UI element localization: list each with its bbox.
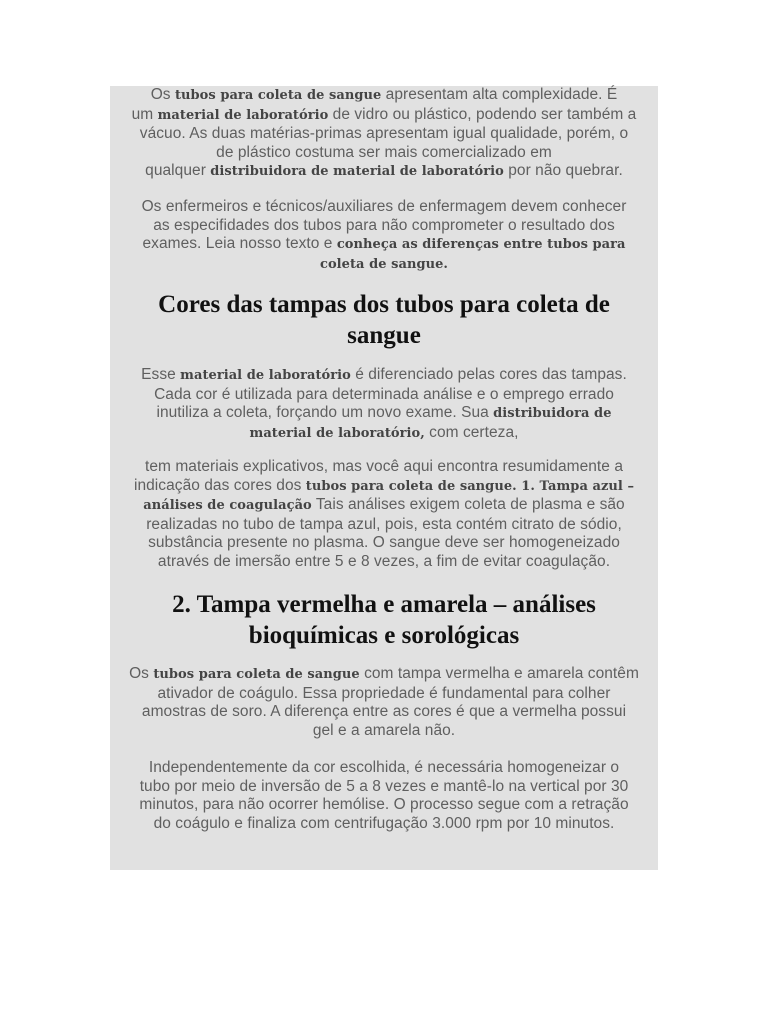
heading-line: sangue	[347, 322, 421, 349]
tampa-vermelha-paragraph	[111, 665, 657, 740]
text-run: tubo por meio de inversão de 5 a 8 vezes e mantê-lo na vertical por 30	[139, 777, 629, 795]
text-run: por não quebrar.	[503, 162, 623, 179]
text-run: inutiliza a coleta, forçando um novo exame. Sua	[156, 404, 494, 421]
bold-term: distribuidora de material de laboratório	[210, 164, 504, 179]
bold-term: distribuidora de	[493, 406, 612, 421]
text-run: ativador de coágulo. Essa propriedade é fundamental para colher	[157, 684, 611, 702]
text-run: qualquer	[145, 162, 211, 179]
text-run: Independentemente da cor escolhida, é necessária homogeneizar o	[148, 759, 620, 776]
text-run: realizadas no tubo de tampa azul, pois, esta contém citrato de sódio,	[146, 515, 622, 533]
cores-paragraph	[111, 366, 657, 443]
text-run: substância presente no plasma. O sangue deve ser homogeneizado	[148, 534, 620, 551]
bold-term: tubos para coleta de sangue	[174, 88, 382, 103]
text-run: Cada cor é utilizada para determinada análise e o emprego errado	[154, 385, 614, 403]
text-run: apresentam alta complexidade. É	[381, 86, 618, 103]
nursing-paragraph	[111, 198, 657, 274]
bold-term: análises de coagulação	[143, 498, 312, 513]
text-run: com certeza,	[424, 423, 519, 441]
section-heading-cores	[111, 289, 657, 351]
heading-line: Cores das tampas dos tubos para coleta de	[158, 291, 610, 318]
text-run: gel e a amarela não.	[312, 721, 456, 739]
bold-term: conheça as diferenças entre tubos para	[336, 237, 626, 252]
bold-term: material de laboratório	[157, 107, 329, 123]
bold-term: tubos para coleta de sangue	[153, 667, 360, 682]
text-run: exames. Leia nosso texto e	[142, 235, 337, 252]
article-content	[110, 86, 658, 870]
text-run: com tampa vermelha e amarela contêm	[359, 665, 639, 682]
text-run: Esse	[141, 366, 181, 383]
intro-paragraph	[111, 86, 657, 182]
text-run: Tais análises exigem coleta de plasma e são	[311, 496, 625, 513]
text-run: vácuo. As duas matérias-primas apresentam igual qualidade, porém, o	[139, 125, 629, 142]
text-run: Os	[129, 665, 154, 682]
text-run: de vidro ou plástico, podendo ser também a	[328, 105, 637, 123]
text-run: minutos, para não ocorrer hemólise. O processo segue com a retração	[139, 796, 629, 813]
bold-term: tubos para coleta de sangue. 1. Tampa azul –	[305, 478, 635, 494]
heading-line: bioquímicas e sorológicas	[248, 622, 520, 649]
section-heading-tampa-vermelha	[111, 589, 657, 651]
text-run: Os	[150, 86, 175, 103]
tampa-azul-paragraph	[111, 458, 657, 571]
text-run: é diferenciado pelas cores das tampas.	[350, 366, 627, 383]
text-run: através de imersão entre 5 e 8 vezes, a fim de evitar coagulação.	[157, 552, 611, 570]
heading-line: 2. Tampa vermelha e amarela – análises	[172, 591, 596, 618]
text-run: Os enfermeiros e técnicos/auxiliares de enfermagem devem conhecer	[141, 198, 627, 215]
bold-term: material de laboratório,	[249, 425, 425, 441]
text-run: de plástico costuma ser mais comercializado em	[216, 143, 552, 161]
text-run: um	[131, 105, 158, 123]
text-run: do coágulo e finaliza com centrifugação 3.000 rpm por 10 minutos.	[153, 814, 615, 832]
text-run: tem materiais explicativos, mas você aqui encontra resumidamente a	[145, 458, 623, 475]
bold-term: material de laboratório	[180, 368, 351, 383]
bold-term: coleta de sangue.	[319, 256, 449, 272]
text-run: as especifidades dos tubos para não comprometer o resultado dos	[153, 216, 615, 234]
text-run: indicação das cores dos	[133, 476, 306, 494]
text-run: amostras de soro. A diferença entre as cores é que a vermelha possui	[141, 703, 627, 720]
homogeneizacao-paragraph	[111, 759, 657, 833]
